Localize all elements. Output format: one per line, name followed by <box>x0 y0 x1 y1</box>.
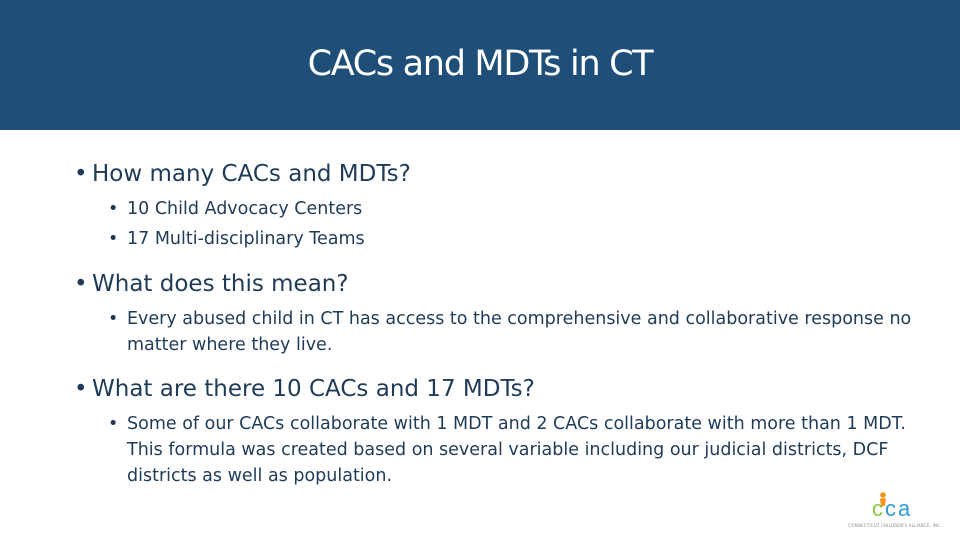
bullet-heading-text: What are there 10 CACs and 17 MDTs? <box>92 376 535 402</box>
organization-logo <box>842 490 948 530</box>
cca-logo-mark <box>869 490 924 520</box>
title-banner <box>0 0 960 130</box>
bullet-dot-icon: • <box>74 271 88 297</box>
svg-text:c: c <box>885 496 896 520</box>
slide-title: CACs and MDTs in CT <box>307 44 653 84</box>
sub-bullet-text: Every abused child in CT has access to the comprehensive and collaborative response no matter where they live. <box>127 309 912 355</box>
sub-bullet <box>108 226 914 252</box>
sub-bullet-list <box>74 306 914 358</box>
sub-bullet-list <box>74 411 914 489</box>
sub-bullet <box>108 411 914 489</box>
logo-org-name: CONNECTICUT CHILDREN'S ALLIANCE, INC. <box>848 523 942 528</box>
bullet-dot-icon: • <box>108 309 119 329</box>
svg-text:c: c <box>872 496 883 520</box>
sub-bullet-text: 10 Child Advocacy Centers <box>127 199 363 219</box>
bullet-heading <box>74 158 914 190</box>
sub-bullet-list <box>74 196 914 252</box>
bullet-dot-icon: • <box>108 229 119 249</box>
bullet-heading <box>74 268 914 300</box>
bullet-heading-text: What does this mean? <box>92 271 349 297</box>
sub-bullet <box>108 196 914 222</box>
sub-bullet <box>108 306 914 358</box>
bullet-dot-icon: • <box>108 199 119 219</box>
svg-text:a: a <box>898 496 911 520</box>
slide-body <box>74 158 914 489</box>
bullet-heading-text: How many CACs and MDTs? <box>92 161 411 187</box>
bullet-dot-icon: • <box>74 376 88 402</box>
bullet-dot-icon: • <box>108 414 119 434</box>
bullet-heading <box>74 373 914 405</box>
sub-bullet-text: 17 Multi-disciplinary Teams <box>127 229 365 249</box>
bullet-dot-icon: • <box>74 161 88 187</box>
sub-bullet-text: Some of our CACs collaborate with 1 MDT and 2 CACs collaborate with more than 1 MDT. This formula was created based on several variable including our judicial districts, DCF districts as well as population. <box>127 414 906 486</box>
